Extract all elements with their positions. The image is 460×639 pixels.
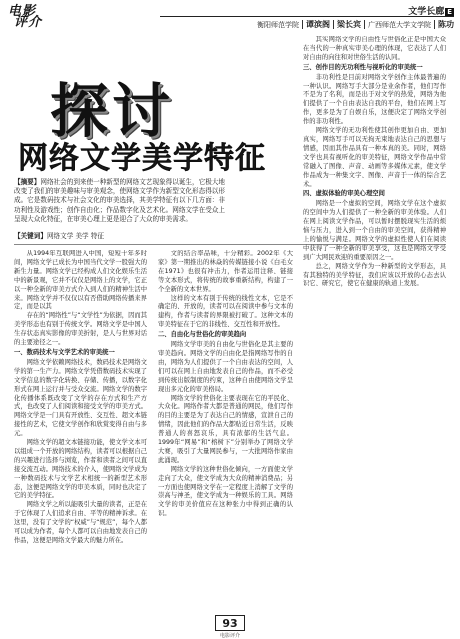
paragraph: 其实网络文学的自由性与世俗化正是中国大众在当代的一种真实审美心理的体现，它表达了人们对自由的向往和对世俗生活的认同。 — [303, 36, 446, 61]
section-heading: 二、自由化与世俗化的审美趋向 — [158, 331, 247, 339]
abstract-label: 【摘要】 — [14, 178, 41, 186]
separator — [333, 20, 334, 29]
paragraph: 文的结合率品味，十分精彩。2002年《大家》第一期推出的林焱的传媒链接小说《白毛女在1971》也很有冲击力，作者运用注释、链接等文本形式，将传统的故事重新结构，构建了一个全新的文本世界。 — [158, 250, 293, 293]
paragraph: 这样的文本有别于传统的线性文本，它是不确定的、开放的，读者可以在阅读中参与文本的建构，作者与读者的界限被打破了。这种文本的审美特征在于它的非线性、交互性和开放性。 — [158, 294, 293, 329]
separator — [364, 20, 365, 29]
paragraph: 网络文学审美的自由化与世俗化是其主要的审美趋向。网络文学的自由化是指网络写作的自由，网络为人们提供了一个自由表达的空间，人们可以在网上自由地发表自己的作品，而不必受到传统出版制度的约束，这种自由使网络文学呈现出多元化的审美格局。 — [158, 341, 293, 393]
section-title: 文学长廊 — [408, 7, 445, 17]
logo-line1: 电影 — [8, 4, 37, 19]
affiliation-2: 广西师范大学文学院 — [368, 20, 431, 29]
paragraph: 非功利性是目前对网络文学创作主体最普遍的一种认识。网络写手大部分是业余作者，他们写作不是为了名利，而是出于对文学的热爱，网络为他们提供了一个自由表达自我的平台，他们在网上写作，更多是为了自娱自乐，这便决定了网络文学创作的非功利性。 — [303, 73, 446, 126]
body-column-1 — [14, 250, 147, 608]
paragraph: 网络文学依赖网络技术，数码技术是网络文学的第一生产力。网络文学凭借数码技术实现了文学信息的数字化转换、存储、传播，以数字化形式在网上运行并与受众交流。网络文学的数字化传播体系既改变了文学的存在方式和生产方式，也改变了人们阅读和接受文学的审美方式。网络文学是一门具有开放性、交互性、超文本链接性的艺术，它使文学创作和欣赏变得自由与多元。 — [14, 358, 147, 438]
keywords — [14, 230, 229, 240]
paragraph: 存在的“网络性”与“文学性”为依据，因而其美学形态也有别于传统文学。网络文学是中国人生存状态真实影像的审美折射，是人与世界对话的主要途径之一。 — [14, 312, 147, 347]
article-title-line1: 探讨 — [50, 77, 175, 145]
paragraph: 网络文学之所以能吸引大量的读者，正是在于它体现了人们追求自由、平等的精神诉求。在这里，没有了文学的“权威”与“规范”，每个人都可以成为作者，每个人都可以自由地发表自己的作品，这便是网络文学最大的魅力所在。 — [14, 501, 147, 544]
paragraph: 从1994年互联网进入中国，短短十年多时间，网络文学已成长为中国当代文学一股强大的新生力量。网络文学已经构成人们文化娱乐生活中的新景观，它并不仅仅是网络上的文学，它正以一种全新的审美方式介入到人们的精神生活中来。网络文学并不仅仅以有否借助网络传播来界定，而是以其 — [14, 250, 147, 311]
page-number: 93 — [215, 615, 244, 631]
logo-line2: 评介 — [14, 15, 43, 30]
affiliation-1: 衡阳师范学院 — [257, 20, 299, 29]
paragraph: 网络文学的无功利性使其创作更加自由、更加真实，网络写手可以无拘无束地表达自己的思想与情感，因而其作品具有一种本真的美。同时，网络文学也具有视听化的审美特征，网络文学作品中常常融入了图像、声音、动画等多媒体元素，使文学作品成为一种集文字、图像、声音于一体的综合艺术。 — [303, 127, 446, 188]
paragraph: 网络文学的这种世俗化倾向，一方面使文学走向了大众，使文学成为大众的精神消费品；另一方面也使网络文学在一定程度上消解了文学的崇高与神圣，使文学成为一种娱乐的工具。网络文学的审美价值应在这种张力中得到正确的认识。 — [158, 465, 293, 518]
body-column-3 — [303, 36, 446, 608]
article-title-line2: 网络文学美学特征 — [18, 141, 266, 176]
author-3: 陈功 — [438, 20, 454, 29]
author-1: 谭滨阁 — [306, 20, 330, 29]
abstract-text: 网络社会的到来使一种新型的网络文艺现象得以诞生，它极大地改变了我们的审美趣味与审美观念，使网络文学作为新型文化形态得以形成。它是数码技术与社会文化的审美选择，其美学特征有以下几方面：非功利性及游戏性；创作自由化；作品数字化及艺术化。网络文学在受众上呈现大众化特征，在审美心理上更是迎合了大众的审美需求。 — [14, 178, 225, 223]
separator — [434, 20, 435, 29]
section-heading: 一、数码技术与文学艺术的审美统一 — [14, 348, 115, 356]
page-footer — [0, 612, 460, 639]
body-column-2 — [158, 250, 293, 608]
section-heading: 三、创作目的无功利性与视听化的审美统一 — [303, 63, 423, 71]
author-line — [257, 19, 454, 30]
paragraph: 网络文学的世俗化主要表现在它的平民化、大众化。网络作者大都是普通的网民，他们写作的目的主要是为了表达自己的情感，宣泄自己的情绪，因此他们的作品大都贴近日常生活，反映普通人的喜怒哀乐，具有浓郁的生活气息。1999年“网易”和“榕树下”分别举办了网络文学大赛，吸引了大量网民参与，一大批网络作家由此涌现。 — [158, 394, 293, 464]
paragraph: 网络是一个虚拟的空间，网络文学在这个虚拟的空间中为人们提供了一种全新的审美体验。人们在网上阅读文学作品，可以暂时摆脱现实生活的烦恼与压力，进入到一个自由的审美空间，获得精神上的愉悦与满足。网络文学的虚拟性使人们在阅读中获得了一种全新的审美享受，这也是网络文学受到广大网民欢迎的重要原因之一。 — [303, 200, 446, 261]
section-badge: E — [447, 8, 452, 16]
keywords-label: 【关键词】 — [14, 232, 47, 240]
paragraph: 网络文学的超文本链接功能，使文学文本可以组成一个开放的网络结构，读者可以根据自己的兴趣进行选择与浏览，作者和读者之间可以直接交流互动。网络技术的介入，使网络文学成为一种数码技术与文学艺术相统一的新型艺术形态，这便是网络文学的审美本质，同时也决定了它的美学特征。 — [14, 439, 147, 500]
header-rule — [160, 16, 454, 17]
separator — [302, 20, 303, 29]
paragraph: 总之，网络文学作为一种新型的文学形态，具有其独特的美学特征，我们应该以开放的心态去认识它、研究它，使它在健康的轨道上发展。 — [303, 262, 446, 288]
magazine-logo — [8, 6, 88, 28]
keywords-text: 网络文学 美学 特征 — [46, 232, 104, 240]
section-heading: 四、虚拟体验的审美心理空间 — [303, 190, 385, 198]
abstract — [14, 178, 229, 228]
publication-name: 电影评介 — [219, 633, 240, 639]
author-2: 梁长宾 — [337, 20, 361, 29]
